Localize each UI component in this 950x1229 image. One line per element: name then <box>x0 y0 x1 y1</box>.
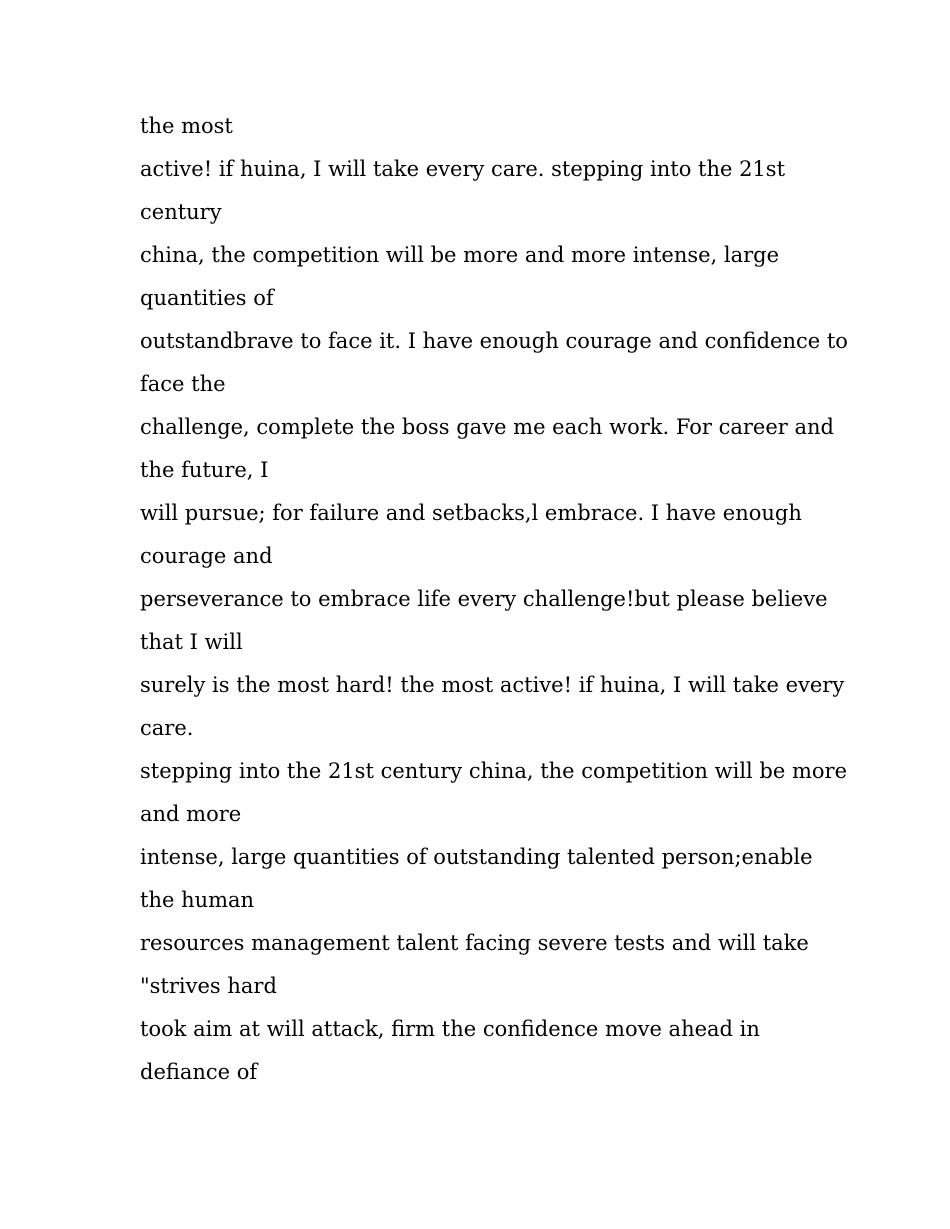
text-line: the human <box>140 888 255 912</box>
text-line: defiance of <box>140 1060 258 1084</box>
text-line: courage and <box>140 544 273 568</box>
text-line: care. <box>140 716 194 740</box>
text-line: century <box>140 200 222 224</box>
text-line: that I will <box>140 630 243 654</box>
text-line: "strives hard <box>140 974 277 998</box>
text-line: stepping into the 21st century china, the competition will be more <box>140 759 847 783</box>
text-line: resources management talent facing severe tests and will take <box>140 931 809 955</box>
text-line: took aim at will attack, firm the confidence move ahead in <box>140 1017 760 1041</box>
text-line: the future, I <box>140 458 269 482</box>
text-line: china, the competition will be more and more intense, large <box>140 243 780 267</box>
text-line: and more <box>140 802 242 826</box>
text-line: outstandbrave to face it. I have enough courage and confidence to <box>140 329 848 353</box>
text-line: will pursue; for failure and setbacks,l embrace. I have enough <box>140 501 802 525</box>
text-line: surely is the most hard! the most active! if huina, I will take every <box>140 673 845 697</box>
text-line: the most <box>140 114 233 138</box>
body-text <box>140 105 848 1094</box>
text-line: intense, large quantities of outstanding talented person;enable <box>140 845 813 869</box>
text-line: face the <box>140 372 226 396</box>
text-line: quantities of <box>140 286 274 310</box>
text-line: challenge, complete the boss gave me each work. For career and <box>140 415 834 439</box>
text-line: active! if huina, I will take every care. stepping into the 21st <box>140 157 786 181</box>
text-line: perseverance to embrace life every challenge!but please believe <box>140 587 828 611</box>
